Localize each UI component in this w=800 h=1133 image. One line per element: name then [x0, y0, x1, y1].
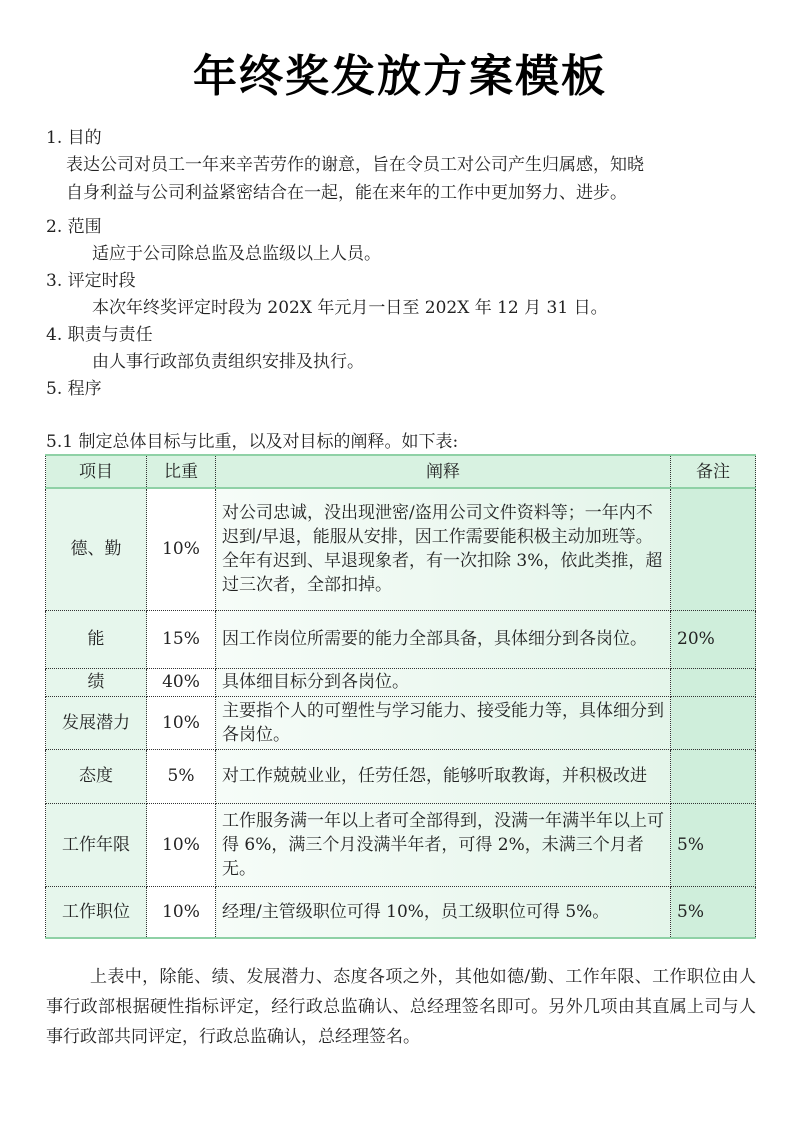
- header-item: 项目: [46, 455, 147, 488]
- cell-item: 德、勤: [46, 488, 147, 610]
- section-body-purpose-line1: 表达公司对员工一年来辛苦劳作的谢意，旨在令员工对公司产生归属感，知晓: [66, 155, 644, 175]
- cell-note: 5%: [671, 803, 756, 886]
- cell-weight: 5%: [147, 749, 216, 803]
- header-weight: 比重: [147, 455, 216, 488]
- cell-description: 工作服务满一年以上者可全部得到，没满一年满半年以上可得 6%，满三个月没满半年者，可得 2%，未满三个月者无。: [216, 803, 671, 886]
- section-heading-procedure: 5. 程序: [46, 379, 102, 399]
- table-row: [46, 668, 756, 696]
- cell-description: 经理/主管级职位可得 10%，员工级职位可得 5%。: [216, 886, 671, 938]
- table-header-row: [46, 455, 756, 488]
- cell-weight: 10%: [147, 886, 216, 938]
- cell-description: 因工作岗位所需要的能力全部具备，具体细分到各岗位。: [216, 610, 671, 668]
- cell-item: 绩: [46, 668, 147, 696]
- cell-description: 对工作兢兢业业，任劳任怨，能够听取教诲，并积极改进: [216, 749, 671, 803]
- header-description: 阐释: [216, 455, 671, 488]
- section-body-scope: 适应于公司除总监及总监级以上人员。: [92, 244, 381, 264]
- cell-item: 态度: [46, 749, 147, 803]
- weight-table: [45, 454, 756, 939]
- section-body-purpose-line2: 自身利益与公司利益紧密结合在一起，能在来年的工作中更加努力、进步。: [66, 183, 627, 203]
- header-note: 备注: [671, 455, 756, 488]
- cell-description: 对公司忠诚，没出现泄密/盗用公司文件资料等；一年内不迟到/早退，能服从安排，因工作需要能积极主动加班等。全年有迟到、早退现象者，有一次扣除 3%，依此类推，超过三次者，全部扣掉。: [216, 488, 671, 610]
- cell-description: 主要指个人的可塑性与学习能力、接受能力等，具体细分到各岗位。: [216, 696, 671, 749]
- table-row: [46, 749, 756, 803]
- cell-item: 工作年限: [46, 803, 147, 886]
- cell-weight: 10%: [147, 696, 216, 749]
- table-row: [46, 488, 756, 610]
- table-row: [46, 610, 756, 668]
- cell-item: 工作职位: [46, 886, 147, 938]
- section-heading-period: 3. 评定时段: [46, 271, 136, 291]
- cell-item: 发展潜力: [46, 696, 147, 749]
- table-row: [46, 803, 756, 886]
- cell-note: 20%: [671, 610, 756, 668]
- cell-description: 具体细目标分到各岗位。: [216, 668, 671, 696]
- table-row: [46, 886, 756, 938]
- cell-item: 能: [46, 610, 147, 668]
- section-body-period: 本次年终奖评定时段为 202X 年元月一日至 202X 年 12 月 31 日。: [92, 298, 608, 318]
- closing-paragraph: 上表中，除能、绩、发展潜力、态度各项之外，其他如德/勤、工作年限、工作职位由人事行政部根据硬性指标评定，经行政总监确认、总经理签名即可。另外几项由其直属上司与人事行政部共同评定，行政总监确认，总经理签名。: [46, 967, 756, 1047]
- cell-note: 5%: [671, 886, 756, 938]
- cell-weight: 10%: [147, 803, 216, 886]
- cell-note: [671, 488, 756, 610]
- section-heading-purpose: 1. 目的: [46, 128, 102, 148]
- table-row: [46, 696, 756, 749]
- section-heading-scope: 2. 范围: [46, 217, 102, 237]
- section-body-responsibility: 由人事行政部负责组织安排及执行。: [92, 352, 364, 372]
- cell-weight: 10%: [147, 488, 216, 610]
- document-title: 年终奖发放方案模板: [193, 51, 607, 102]
- cell-note: [671, 749, 756, 803]
- cell-weight: 40%: [147, 668, 216, 696]
- cell-weight: 15%: [147, 610, 216, 668]
- cell-note: [671, 696, 756, 749]
- subsection-heading: 5.1 制定总体目标与比重，以及对目标的阐释。如下表:: [46, 432, 459, 452]
- section-heading-responsibility: 4. 职责与责任: [46, 325, 153, 345]
- cell-note: [671, 668, 756, 696]
